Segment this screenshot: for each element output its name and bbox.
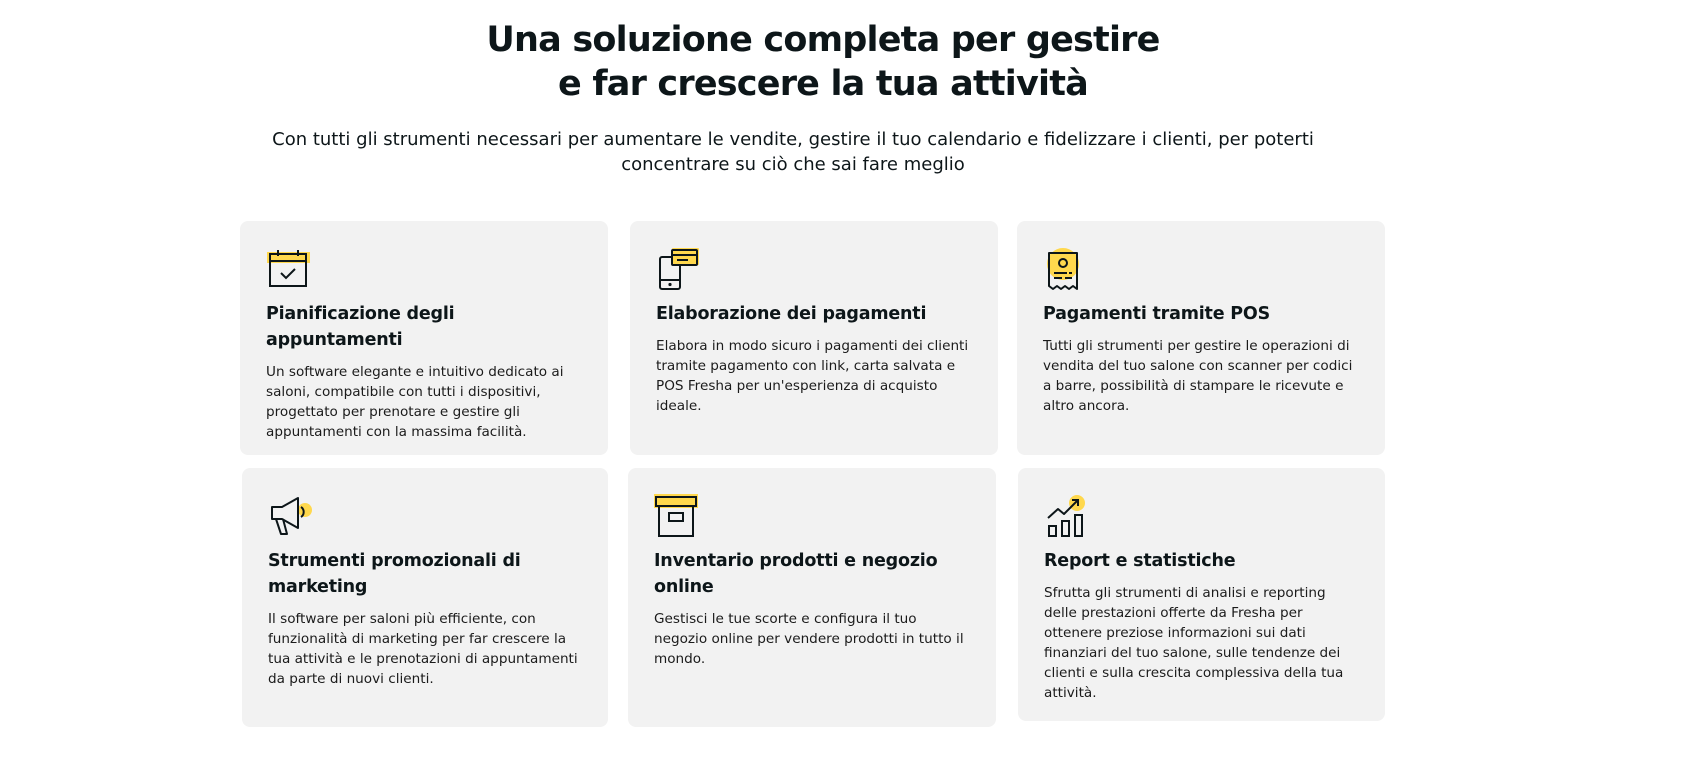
feature-card-appointments — [240, 221, 608, 455]
feature-card-reports — [1018, 468, 1385, 721]
section-title — [0, 18, 1646, 106]
feature-title: Strumenti promozionali di marketing — [268, 551, 521, 597]
feature-card-marketing — [242, 468, 608, 727]
feature-description: Tutti gli strumenti per gestire le operazioni di vendita del tuo salone con scanner per codici a barre, possibilità di stampare le ricevute e altro ancora. — [1043, 338, 1353, 414]
chart-growth-icon — [1044, 494, 1088, 538]
feature-description: Un software elegante e intuitivo dedicato ai saloni, compatibile con tutti i dispositivi, progettato per prenotare e gestire gli appuntamenti con la massima facilità. — [266, 364, 564, 440]
feature-title: Report e statistiche — [1044, 551, 1236, 571]
section-title-line-2: e far crescere la tua attività — [558, 64, 1088, 104]
feature-card-inventory — [628, 468, 996, 727]
receipt-icon — [1043, 247, 1087, 291]
section-title-line-1: Una soluzione completa per gestire — [486, 20, 1160, 60]
feature-title: Pagamenti tramite POS — [1043, 304, 1270, 324]
feature-description: Elabora in modo sicuro i pagamenti dei clienti tramite pagamento con link, carta salvata e POS Fresha per un'esperienza di acquisto ideale. — [656, 338, 969, 414]
feature-title: Inventario prodotti e negozio online — [654, 551, 938, 597]
feature-title: Elaborazione dei pagamenti — [656, 304, 927, 324]
section-subtitle: Con tutti gli strumenti necessari per aumentare le vendite, gestire il tuo calendario e fidelizzare i clienti, per poterti concentrare su ciò che sai fare meglio — [272, 129, 1314, 175]
feature-title: Pianificazione degli appuntamenti — [266, 304, 455, 350]
feature-card-payments — [630, 221, 998, 455]
phone-card-icon — [656, 247, 700, 291]
feature-description: Il software per saloni più efficiente, con funzionalità di marketing per far crescere la tua attività e le prenotazioni di appuntamenti da parte di nuovi clienti. — [268, 611, 578, 687]
feature-card-pos — [1017, 221, 1385, 455]
calendar-check-icon — [266, 247, 310, 291]
megaphone-icon — [268, 494, 312, 538]
feature-description: Gestisci le tue scorte e configura il tuo negozio online per vendere prodotti in tutto il mondo. — [654, 611, 964, 667]
feature-description: Sfrutta gli strumenti di analisi e reporting delle prestazioni offerte da Fresha per ottenere preziose informazioni sui dati finanziari del tuo salone, sulle tendenze dei clienti e sulla crescita complessiva della tua attività. — [1044, 585, 1344, 701]
box-icon — [654, 494, 698, 538]
